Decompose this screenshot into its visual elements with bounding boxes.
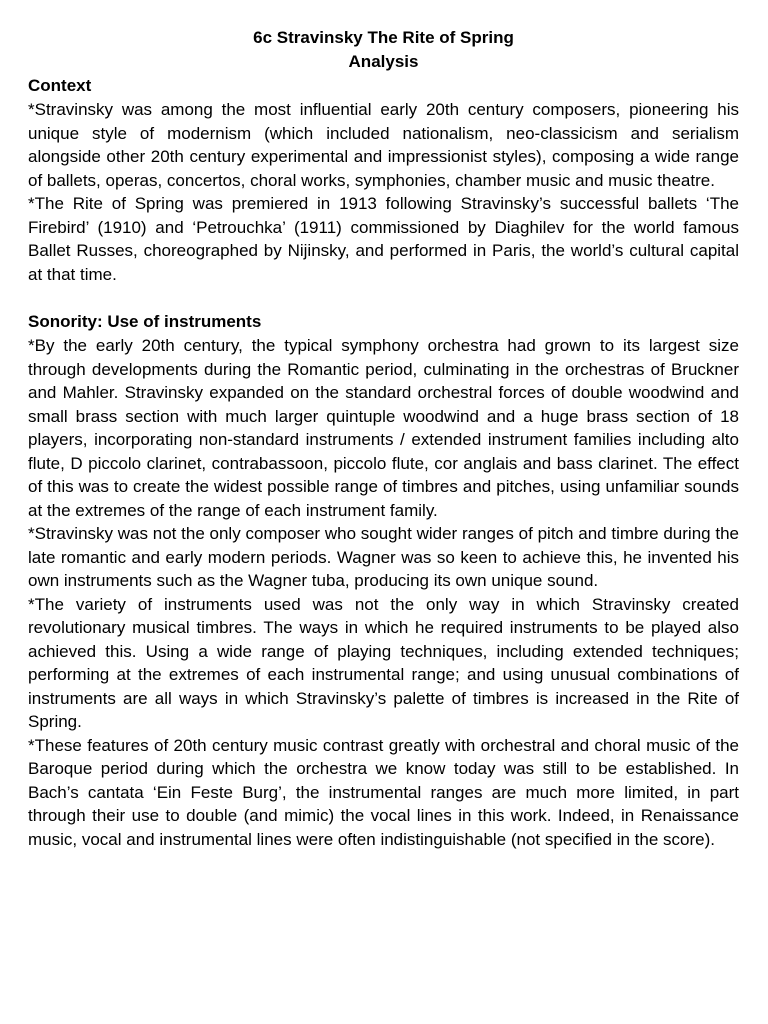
paragraph: *Stravinsky was not the only composer who sought wider ranges of pitch and timbre during the late romantic and early modern periods. Wagner was so keen to achieve this, he invented his own instruments such as the Wagner tuba, producing its own unique sound. [28,524,739,590]
document-title: 6c Stravinsky The Rite of Spring [253,28,514,47]
paragraph: *The Rite of Spring was premiered in 1913 following Stravinsky’s successful ballets ‘The Firebird’ (1910) and ‘Petrouchka’ (1911) commissioned by Diaghilev for the world famous Ballet Russes, choreographed by Nijinsky, and performed in Paris, the world’s cultural capital at that time. [28,194,739,284]
document-subtitle: Analysis [348,52,419,71]
paragraph: *By the early 20th century, the typical symphony orchestra had grown to its largest size through developments during the Romantic period, culminating in the orchestras of Bruckner and Mahler. Stravinsky expanded on the standard orchestral forces of double woodwind and small brass section with much larger quintuple woodwind and a huge brass section of 18 players, incorporating non-standard instruments / extended instrument families including alto flute, D piccolo clarinet, contrabassoon, piccolo flute, cor anglais and bass clarinet. The effect of this was to create the widest possible range of timbres and pitches, using unfamiliar sounds at the extremes of the range of each instrument family. [28,336,739,520]
paragraph: *Stravinsky was among the most influential early 20th century composers, pioneering his unique style of modernism (which included nationalism, neo-classicism and serialism alongside other 20th century experimental and impressionist styles), composing a wide range of ballets, operas, concertos, choral works, symphonies, chamber music and music theatre. [28,100,739,190]
paragraph: *The variety of instruments used was not the only way in which Stravinsky created revolutionary musical timbres. The ways in which he required instruments to be played also achieved this. Using a wide range of playing techniques, including extended techniques; performing at the extremes of each instrumental range; and using unusual combinations of instruments are all ways in which Stravinsky’s palette of timbres is increased in the Rite of Spring. [28,594,739,731]
spacer [28,286,739,310]
section-heading-context: Context [28,76,92,95]
section-heading-sonority: Sonority: Use of instruments [28,312,262,331]
paragraph: *These features of 20th century music contrast greatly with orchestral and choral music of the Baroque period during which the orchestra we know today was still to be established. In Bach’s cantata ‘Ein Feste Burg’, the instrumental ranges are much more limited, in part through their use to double (and mimic) the vocal lines in this work. Indeed, in Renaissance music, vocal and instrumental lines were often indistinguishable (not specified in the score). [28,735,739,849]
